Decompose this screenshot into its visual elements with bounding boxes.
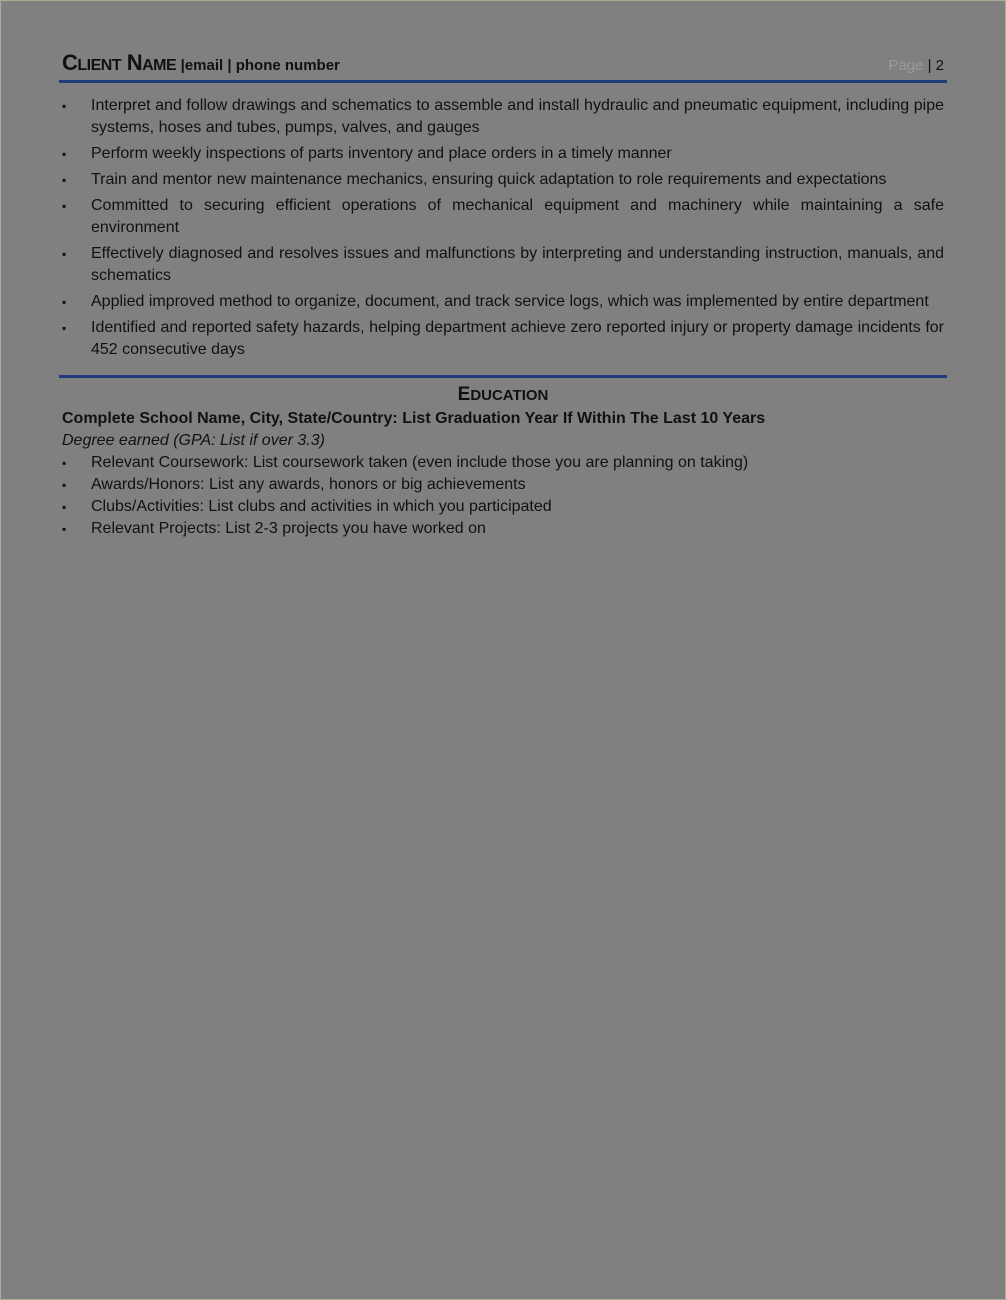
header-contact: |email | phone number bbox=[180, 57, 340, 74]
client-name-rest-1: LIENT bbox=[77, 57, 122, 74]
page-number-indicator bbox=[888, 57, 944, 74]
bullet-icon: ▪ bbox=[62, 321, 67, 335]
education-heading-rest: DUCATION bbox=[470, 387, 549, 404]
list-item bbox=[62, 452, 944, 474]
header-left bbox=[62, 50, 340, 76]
client-name bbox=[62, 50, 176, 75]
bullet-icon: ▪ bbox=[62, 173, 67, 187]
bullet-icon: ▪ bbox=[62, 456, 67, 470]
bullet-icon: ▪ bbox=[62, 199, 67, 213]
list-item bbox=[62, 169, 944, 191]
list-item bbox=[62, 291, 944, 313]
header-divider bbox=[59, 80, 947, 83]
bullet-text: Interpret and follow drawings and schematics to assemble and install hydraulic and pneumatic equipment, including pipe systems, hoses and tubes, pumps, valves, and gauges bbox=[91, 97, 944, 136]
bullet-icon: ▪ bbox=[62, 99, 67, 113]
school-line: Complete School Name, City, State/Country: List Graduation Year If Within The Last 10 Years bbox=[62, 410, 766, 427]
bullet-text: Relevant Coursework: List coursework taken (even include those you are planning on taking) bbox=[91, 454, 749, 471]
section-divider bbox=[59, 375, 947, 378]
bullet-text: Awards/Honors: List any awards, honors or big achievements bbox=[91, 476, 526, 493]
bullet-text: Applied improved method to organize, document, and track service logs, which was implemented by entire department bbox=[91, 293, 929, 310]
bullet-icon: ▪ bbox=[62, 247, 67, 261]
page-header bbox=[62, 50, 944, 78]
resume-content bbox=[62, 50, 944, 540]
education-heading bbox=[62, 384, 944, 408]
page-number: 2 bbox=[935, 57, 944, 74]
list-item bbox=[62, 243, 944, 287]
education-heading-initial: E bbox=[457, 384, 471, 405]
degree-line: Degree earned (GPA: List if over 3.3) bbox=[62, 432, 325, 449]
list-item bbox=[62, 518, 944, 540]
client-name-initial-1: C bbox=[62, 50, 78, 75]
page-separator: | bbox=[927, 57, 932, 74]
list-item bbox=[62, 496, 944, 518]
education-bullet-list bbox=[62, 452, 944, 540]
bullet-text: Effectively diagnosed and resolves issues and malfunctions by interpreting and understanding instruction, manuals, and schematics bbox=[91, 245, 944, 284]
experience-bullet-list bbox=[62, 95, 944, 361]
bullet-icon: ▪ bbox=[62, 295, 67, 309]
list-item bbox=[62, 474, 944, 496]
bullet-text: Train and mentor new maintenance mechanics, ensuring quick adaptation to role requirements and expectations bbox=[91, 171, 887, 188]
list-item bbox=[62, 195, 944, 239]
bullet-text: Relevant Projects: List 2-3 projects you have worked on bbox=[91, 520, 486, 537]
client-name-rest-2: AME bbox=[142, 57, 177, 74]
list-item bbox=[62, 317, 944, 361]
bullet-text: Clubs/Activities: List clubs and activities in which you participated bbox=[91, 498, 552, 515]
bullet-icon: ▪ bbox=[62, 478, 67, 492]
list-item bbox=[62, 143, 944, 165]
bullet-text: Perform weekly inspections of parts inventory and place orders in a timely manner bbox=[91, 145, 672, 162]
bullet-icon: ▪ bbox=[62, 500, 67, 514]
bullet-text: Committed to securing efficient operations of mechanical equipment and machinery while maintaining a safe environment bbox=[91, 197, 944, 236]
bullet-text: Identified and reported safety hazards, helping department achieve zero reported injury or property damage incidents for 452 consecutive days bbox=[91, 319, 944, 358]
list-item bbox=[62, 95, 944, 139]
bullet-icon: ▪ bbox=[62, 522, 67, 536]
client-name-initial-2: N bbox=[126, 50, 143, 75]
bullet-icon: ▪ bbox=[62, 147, 67, 161]
page-word: Page bbox=[888, 57, 924, 74]
